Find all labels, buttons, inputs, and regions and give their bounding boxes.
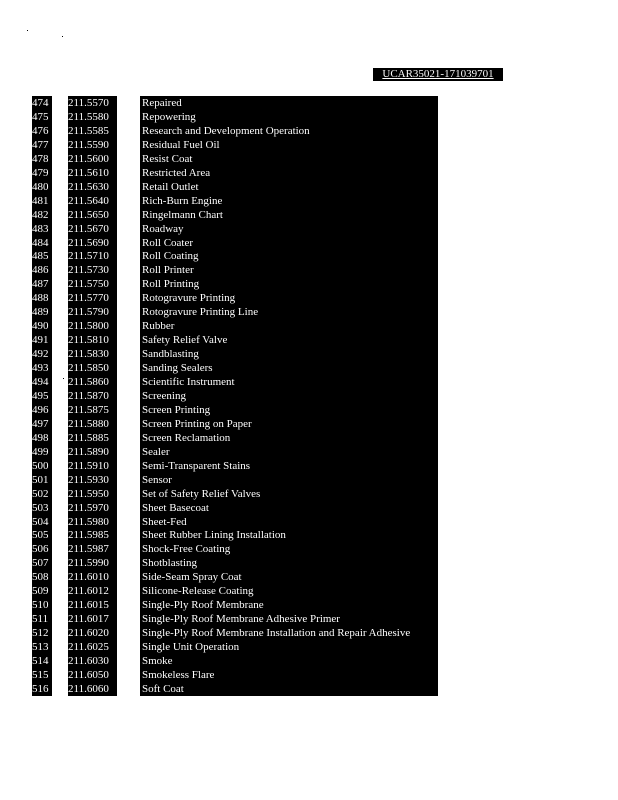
table-row	[0, 417, 618, 431]
row-number: 511	[32, 612, 52, 626]
table-row	[0, 445, 618, 459]
section-code: 211.5970	[68, 501, 117, 515]
table-row	[0, 96, 618, 110]
table-row	[0, 403, 618, 417]
table-row	[0, 501, 618, 515]
term-name: Semi-Transparent Stains	[140, 459, 438, 473]
row-number: 475	[32, 110, 52, 124]
section-code: 211.5985	[68, 528, 117, 542]
row-number: 482	[32, 208, 52, 222]
row-number: 515	[32, 668, 52, 682]
row-number: 483	[32, 222, 52, 236]
section-code: 211.5950	[68, 487, 117, 501]
table-row	[0, 459, 618, 473]
table-row	[0, 584, 618, 598]
section-code: 211.5790	[68, 305, 117, 319]
term-name: Screen Reclamation	[140, 431, 438, 445]
table-row	[0, 361, 618, 375]
term-name: Soft Coat	[140, 682, 438, 696]
row-number: 486	[32, 263, 52, 277]
table-row	[0, 375, 618, 389]
section-code: 211.5850	[68, 361, 117, 375]
table-row	[0, 249, 618, 263]
scan-speck	[62, 36, 63, 37]
term-name: Residual Fuel Oil	[140, 138, 438, 152]
table-row	[0, 138, 618, 152]
term-name: Rich-Burn Engine	[140, 194, 438, 208]
table-row	[0, 110, 618, 124]
row-number: 499	[32, 445, 52, 459]
row-number: 487	[32, 277, 52, 291]
term-name: Ringelmann Chart	[140, 208, 438, 222]
term-name: Sheet Rubber Lining Installation	[140, 528, 438, 542]
term-name: Smoke	[140, 654, 438, 668]
table-row	[0, 152, 618, 166]
section-code: 211.5690	[68, 236, 117, 250]
term-name: Repaired	[140, 96, 438, 110]
term-name: Rotogravure Printing Line	[140, 305, 438, 319]
table-row	[0, 389, 618, 403]
section-code: 211.6060	[68, 682, 117, 696]
section-code: 211.5885	[68, 431, 117, 445]
section-code: 211.5585	[68, 124, 117, 138]
section-code: 211.6012	[68, 584, 117, 598]
table-row	[0, 180, 618, 194]
section-code: 211.5880	[68, 417, 117, 431]
section-code: 211.5987	[68, 542, 117, 556]
section-code: 211.5670	[68, 222, 117, 236]
row-number: 494	[32, 375, 52, 389]
row-number: 502	[32, 487, 52, 501]
row-number: 474	[32, 96, 52, 110]
section-code: 211.5990	[68, 556, 117, 570]
table-row	[0, 473, 618, 487]
row-number: 514	[32, 654, 52, 668]
row-number: 516	[32, 682, 52, 696]
table-row	[0, 319, 618, 333]
term-name: Single-Ply Roof Membrane	[140, 598, 438, 612]
table-row	[0, 194, 618, 208]
section-code: 211.5630	[68, 180, 117, 194]
term-name: Roll Coater	[140, 236, 438, 250]
row-number: 500	[32, 459, 52, 473]
section-code: 211.5570	[68, 96, 117, 110]
term-name: Screen Printing	[140, 403, 438, 417]
section-code: 211.5750	[68, 277, 117, 291]
table-row	[0, 528, 618, 542]
row-number: 510	[32, 598, 52, 612]
term-name: Sheet Basecoat	[140, 501, 438, 515]
table-row	[0, 305, 618, 319]
row-number: 485	[32, 249, 52, 263]
row-number: 480	[32, 180, 52, 194]
row-number: 488	[32, 291, 52, 305]
table-row	[0, 431, 618, 445]
table-row	[0, 291, 618, 305]
section-code: 211.5590	[68, 138, 117, 152]
row-number: 484	[32, 236, 52, 250]
term-name: Sandblasting	[140, 347, 438, 361]
section-code: 211.5640	[68, 194, 117, 208]
section-code: 211.5580	[68, 110, 117, 124]
section-code: 211.5870	[68, 389, 117, 403]
row-number: 513	[32, 640, 52, 654]
table-row	[0, 208, 618, 222]
table-row	[0, 515, 618, 529]
row-number: 495	[32, 389, 52, 403]
term-name: Single-Ply Roof Membrane Installation and Repair Adhesive	[140, 626, 438, 640]
term-name: Scientific Instrument	[140, 375, 438, 389]
scan-speck	[27, 30, 28, 31]
row-number: 505	[32, 528, 52, 542]
table-row	[0, 682, 618, 696]
row-number: 477	[32, 138, 52, 152]
row-number: 508	[32, 570, 52, 584]
term-name: Screen Printing on Paper	[140, 417, 438, 431]
section-code: 211.5600	[68, 152, 117, 166]
row-number: 481	[32, 194, 52, 208]
term-name: Sealer	[140, 445, 438, 459]
row-number: 489	[32, 305, 52, 319]
row-number: 493	[32, 361, 52, 375]
term-name: Smokeless Flare	[140, 668, 438, 682]
section-code: 211.5730	[68, 263, 117, 277]
term-name: Sensor	[140, 473, 438, 487]
section-code: 211.6010	[68, 570, 117, 584]
row-number: 501	[32, 473, 52, 487]
term-name: Restricted Area	[140, 166, 438, 180]
term-name: Roll Printer	[140, 263, 438, 277]
row-number: 507	[32, 556, 52, 570]
row-number: 490	[32, 319, 52, 333]
table-row	[0, 626, 618, 640]
section-code: 211.5800	[68, 319, 117, 333]
row-number: 503	[32, 501, 52, 515]
section-code: 211.5710	[68, 249, 117, 263]
term-name: Roadway	[140, 222, 438, 236]
term-name: Set of Safety Relief Valves	[140, 487, 438, 501]
section-code: 211.5770	[68, 291, 117, 305]
table-row	[0, 612, 618, 626]
term-name: Retail Outlet	[140, 180, 438, 194]
section-code: 211.6020	[68, 626, 117, 640]
row-number: 512	[32, 626, 52, 640]
term-name: Single Unit Operation	[140, 640, 438, 654]
row-number: 509	[32, 584, 52, 598]
section-code: 211.5930	[68, 473, 117, 487]
table-row	[0, 222, 618, 236]
section-code: 211.5980	[68, 515, 117, 529]
term-name: Repowering	[140, 110, 438, 124]
table-row	[0, 236, 618, 250]
table-row	[0, 598, 618, 612]
section-code: 211.5830	[68, 347, 117, 361]
section-code: 211.5910	[68, 459, 117, 473]
table-row	[0, 277, 618, 291]
row-number: 506	[32, 542, 52, 556]
term-name: Rotogravure Printing	[140, 291, 438, 305]
section-code: 211.5650	[68, 208, 117, 222]
row-number: 476	[32, 124, 52, 138]
term-name: Resist Coat	[140, 152, 438, 166]
row-number: 492	[32, 347, 52, 361]
table-row	[0, 542, 618, 556]
table-row	[0, 556, 618, 570]
row-number: 498	[32, 431, 52, 445]
term-name: Single-Ply Roof Membrane Adhesive Primer	[140, 612, 438, 626]
term-name: Shock-Free Coating	[140, 542, 438, 556]
section-code: 211.6015	[68, 598, 117, 612]
section-code: 211.6025	[68, 640, 117, 654]
term-name: Side-Seam Spray Coat	[140, 570, 438, 584]
table-row	[0, 347, 618, 361]
table-row	[0, 487, 618, 501]
table-row	[0, 668, 618, 682]
table-row	[0, 640, 618, 654]
term-name: Sheet-Fed	[140, 515, 438, 529]
table-row	[0, 333, 618, 347]
row-number: 496	[32, 403, 52, 417]
term-name: Roll Printing	[140, 277, 438, 291]
row-number: 478	[32, 152, 52, 166]
term-name: Silicone-Release Coating	[140, 584, 438, 598]
row-number: 479	[32, 166, 52, 180]
term-name: Sanding Sealers	[140, 361, 438, 375]
table-row	[0, 166, 618, 180]
term-name: Rubber	[140, 319, 438, 333]
term-name: Shotblasting	[140, 556, 438, 570]
section-code: 211.5810	[68, 333, 117, 347]
table-row	[0, 263, 618, 277]
section-code: 211.6017	[68, 612, 117, 626]
section-code: 211.6050	[68, 668, 117, 682]
section-code: 211.6030	[68, 654, 117, 668]
term-name: Research and Development Operation	[140, 124, 438, 138]
table-row	[0, 124, 618, 138]
term-name: Screening	[140, 389, 438, 403]
table-row	[0, 654, 618, 668]
row-number: 504	[32, 515, 52, 529]
section-code: 211.5890	[68, 445, 117, 459]
section-code: 211.5860	[68, 375, 117, 389]
term-name: Safety Relief Valve	[140, 333, 438, 347]
term-name: Roll Coating	[140, 249, 438, 263]
section-code: 211.5875	[68, 403, 117, 417]
row-number: 491	[32, 333, 52, 347]
row-number: 497	[32, 417, 52, 431]
document-id: UCAR35021-171039701	[373, 68, 503, 81]
table-row	[0, 570, 618, 584]
section-code: 211.5610	[68, 166, 117, 180]
